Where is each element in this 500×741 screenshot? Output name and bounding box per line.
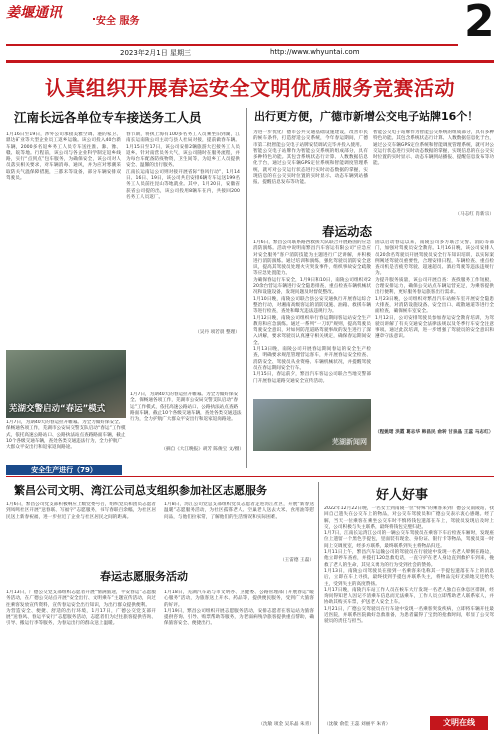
article6-p3: 1月18日，芜湖汽车站与市文明办、卫健委、公路管理部门开展春运“暖心服务”活动，为旅客送上开水、药品等，提供便民服务，受到广大旅客的好评。: [164, 590, 314, 608]
article4-p1: 固以启动春运以来，南陵公司多方联合交警、消防等部门，加强对驾驶员安全教育。1月16日晚，该公司安排人员20余名驾驶员开展驾驶员安全行车知识培训，以实际案例阐述驾驶员重要性，合理安排日程，车辆检查、重点检查司机是否疲劳驾驶、超速超员、酒后驾驶等违法违规行为。: [375, 240, 494, 277]
section-label: 安全 服务: [96, 16, 140, 27]
article6-col1: [6, 590, 156, 734]
banner-headline: 认真组织开展春运安全文明优质服务竞赛活动: [45, 76, 455, 100]
article1-col2: [126, 132, 240, 346]
article7-col: [324, 506, 494, 702]
photo1-caption-cont: 1月7日，为期40天的春运拉开帷幕。为全力做好保安全、保畅通各项工作，芜湖市公安局交警支队启动“春运”工作模式，依托高速公路站口、公路执法站点查路路面车辆，截止10个各级交通车辆，查处各类交通违法行为，全力护航广大群众平安出行和返家返岗路途。: [130, 392, 242, 423]
article2-title: 出行更方便，广德市新增公交电子站牌16个！: [254, 110, 479, 123]
article5-byline: （王雷德 王磊）: [279, 558, 314, 563]
article3-p3: 1月10日晚，南陵公司联合县公安交通执行开展春运综合整治行动，对湘南高级客运的消防设施、油箱、救援车辆等进行检查，查处和曝光违法违规行为。: [253, 296, 371, 315]
article2-p2-cont: 智能公交电子站牌作为智能公交系统的组成部分，具有多种特色功能。其包含系统状态行计算、人数数据信息化于台，通过公交车辆GPS定位系统和智能调度管理系统，就可对公交运行状态进行实时动态数据的掌握，实现信息的在公交实时位置的实时显示、动态车辆到站播报、提醒信息发布等功能。: [373, 130, 494, 167]
article3-title: 春运动态: [322, 224, 373, 239]
article7-p4: 1月13日，南陵公司驾驶员在接到一名乘客来电称其一手提包遗落在车上的消息后，立即在车上寻找，最终找到手提包并联系失主，将物品完好无损地交还给失主，受到失主的高度赞扬。: [324, 568, 494, 587]
traffic-police-photo: [6, 350, 126, 418]
masthead-divider: [93, 18, 95, 20]
article7-p6: 1月21日，广德公交驾驶员在行车途中发现一名乘客突发疾病，立即将车辆开往最近医院，并联系医院做好急救准备，为患者赢得了宝贵的抢救时间，彰显了公交驾驶员的责任与担当。: [324, 606, 494, 625]
page-number: 2: [464, 0, 495, 47]
article4-p4: 1月12日，公司安排驾驶员参加春运安全教育培训，为驾驶员讲解了有关交通安全法律法规以及冬季行车安全注意事项。通过此次培训，进一步增强了驾驶员的安全意识和遵章守法意识。: [375, 315, 494, 340]
masthead-rule-bottom: [6, 60, 494, 63]
article4-p2: 为提升服务质量，该公司开展自查：查找服务工作短板，合理安排运力，确保公交站点车辆运营充足，为乘客提供出行便利，更好服务春运旅客出行需求。: [375, 277, 494, 296]
article5-p1: 1月6日，繁昌公司党支部积极响应上级党委号召，组织党员和团员志愿者到凤鸣社区开展“送春联、写福字”志愿服务，书写春联百余幅，为社区居民送上新春祝福，进一步拉近了企业与社区居民之间的距离。: [6, 502, 156, 520]
article6-byline: （沈敏 项金 吴乐晶 朱青）: [258, 722, 314, 727]
article1-p3: 江南长运南运公司则对接开展省际“春风行动”，1月14日、16日、19日，该公司共启安排6辆专车运送199名务工人员前往昆山等地就业。其中，1月20日，安徽省获省公司提的出，该公司投用8辆车在内，共接回200名务工人员返厂。: [126, 169, 240, 200]
article3-p6: 1月15日，春运前夕，繁昌汽车客运公司联合当地交警部门开展春运道路交通安全宣传活动。: [253, 372, 371, 384]
article3-p4: 1月12日晚，南陵公司组织举行春运期间客运站安全生产教育和应急演练。通过一系列“一刀切”规则，提高驾驶员驾驶安全意识，对如何防范道路驾驶事故的发生进行了深入讲解，要求驾驶员认真遵守相关规定，确保春运期间安全。: [253, 315, 371, 346]
article5-title: 繁昌公司文明、湾江公司总支组织参加社区志愿服务: [14, 484, 267, 497]
article7-p1: 2022年12月22日晚，一名女士到南陵一位“特殊”的乘客来到广德公交南陵站，找回自己遗失在公交车上的物品，对公交车驾驶员和广德公交表示衷心感谢。经了解，当天一位乘客在乘坐公交车时不慎将钱包遗落在车上，驾驶员发现后及时上交，公司积极与失主联系，最终将钱包完璧归赵。: [324, 506, 494, 530]
footer-stamp: 文明在线: [430, 716, 488, 730]
article1-p1: 1月16日至19日，涉外公司承接美雅空调、港的家卫、鼎达矿业等大型企业员工返乡运输。该公司投入40台新车辆，2000多名返乡务工人员专车送往淮、滁、豫、赣、皖等地。行程前，该公司与各企业科学制定返乡线路，实行“点到点”包车服务，为确保安全，该公司对人员落实相关要求，对车辆消毒、通风，并为应对寒潮采取防关气温保障措施，三都未等设备，部分车辆安排双驾驶员。: [6, 132, 121, 182]
issue-date: 2023年2月1日 星期三: [120, 49, 191, 57]
article6-p2: 为营造安全、便捷、舒适的出行环境，1月17日，广德公交党支部开展“送春风、春运平安行”志愿服务活动，志愿者们为过往旅客提供咨询、引导、搬运行李等服务，为春运出行的群众送上温暖。: [6, 608, 156, 627]
article7-title: 好人好事: [376, 488, 429, 503]
article4-byline: （程姚珺 洪霞 葛志华 韩昌民 俞转 甘泉晶 王蕊 马志红）: [375, 430, 494, 435]
article1-p2: 春节期，将执上海有100多名务工人员乘坐旧到湖，江南长运南陵公司主动与县人社局对接，提前做春车辆。1月15日至17日，该公司安排2辆旅游大巴接务工人员返乡。针对南营员务大气，该公司随时在服务流程，并为每台车配备防疫物资，卫生间等，为返乡工人员提供安全、温馨的出行服务。: [126, 132, 240, 169]
article4-p3: 1月23日晚，公司组织对繁昌汽车站候车室开展安全隐患大排查，对消防设施设备、安全出口、疏散通道等进行全面检查，确保候车室安全。: [375, 296, 494, 315]
article7-p5: 1月17日晚，南陵汽车站工作人员在候车大厅发现一名老人独自在休息区徘徊，经询问得知老人因记不清乘车信息而无法乘车，工作人员立即帮助老人联系家人，并协助其购买车票，护送老人安全上车。: [324, 587, 494, 606]
photo1-caption-right: [130, 392, 242, 444]
article3-p1: 1月6日，繁昌公司联系路西救援大队联合开展路国的应急消防演练。活动中说明南繁昌汽车客运有限公司“应急应对安全服务”客户消防技能为主题进行广泛讲解，并积极进行消防演练。通过培训和演练，强化驾驶员消防安全意识，提高其驾驶员处理火灾突发事件，组织事故安全疏散等应急处置能力。: [253, 240, 371, 277]
article1-title: 江南长远各单位专车接送务工人员: [14, 110, 202, 125]
photo1-overlay-text: 芜湖交警启动“春运”模式: [9, 404, 106, 414]
masthead-logo: 姜堰通讯: [6, 5, 62, 21]
article5-col2: [164, 502, 314, 558]
article4-col: [375, 240, 494, 428]
article2-p1: 为进一步优化广德市公共交通基础设施建设，改善市民的候车条件，打造舒适公交系统，今年春运期间，广德市第二批智能公交电子站牌安装调试完毕并投入使用。: [253, 130, 368, 148]
article7-p2: 1月7日，江南长运湾江公司的一辆公交车驾驶员在乘客下车后检查车厢时，发现座位上遗留一个黑色手提包，里面装有现金、身份证、银行卡等物品，驾驶员第一时间上交调度室，经多方联系，最终联系到失主将物品归还。: [324, 531, 494, 549]
article5-p2: 1月8日，湾江公司党总支部组织党员志愿者走进湾江社区，开展“新春送温暖”志愿服务活动，为社区孤寡老人、空巢老人送去大米、食用油等慰问品，与他们拉家常，了解他们的生活情况和实际困难。: [164, 502, 314, 520]
article6-p4: 1月19日，繁昌公司组织开展志愿服务活动，安排志愿者在客运站为旅客提供咨询、引导、购票帮助等服务，为老弱病残孕旅客提供重点帮助，确保旅客安全、便捷出行。: [164, 608, 314, 627]
column-label: 安全生产进行（79）: [6, 465, 122, 475]
article7-byline: （沈敏 俞佳 王蕊 刘丽平 朱青）: [324, 722, 391, 727]
section-separator: [6, 476, 494, 477]
site-url: http://www.whyuntai.com: [270, 48, 360, 56]
bottom-column-divider: [318, 482, 319, 734]
article1-col1: [6, 132, 121, 346]
patrol-photo: [253, 399, 371, 451]
article2-col2: [373, 130, 494, 210]
article7-p3: 1月11日上午，繁昌汽车运输公司的驾驶员在行驶途中发现一名老人晕倒在路边，他立即停车查看，并拨打120急救电话，一直守护在老人身边直到救护车到来，挽救了老人的生命，其见义勇为的行为受到社会的赞扬。: [324, 550, 494, 568]
article2-byline: （马志红 肖新宗）: [455, 212, 494, 217]
article3-p5: 1月13日晚，南陵公司开展春运期间春运的安全生产检查，明确要求规范管理营运客车，并开展春运安全检查、消防安全、驾驶员从业资格、车辆机械状况，并提醒驾驶员在春运期间安全行车。: [253, 347, 371, 371]
article1-byline: （吴丹 项若晨 整理）: [195, 330, 240, 335]
column-divider: [246, 108, 247, 468]
article2-p2: 智能公交电子站牌作为智能公交系统的组成部分，具有多种特色功能。其包含系统状态行计算、人数数据信息化于台，通过公交车辆GPS定位系统和智能调度管理系统，就可对公交运行状态进行实时动态数据的掌握，实现信息的在公交实时位置的实时显示、动态车辆到站播报、提醒信息发布等功能。: [253, 148, 368, 186]
masthead-rule-top: [6, 44, 458, 46]
photo1-byline: （摘自《大江晚报》胡芳 陈俊宝 文/摄）: [161, 447, 244, 452]
article2-col1: [253, 130, 368, 216]
article6-col2: [164, 590, 314, 720]
photo1-caption-left: [6, 420, 126, 464]
article6-title: 春运志愿服务活动: [100, 570, 188, 583]
photo1-caption: 1月7日，为期40天的春运拉开帷幕。为全力做好保安全、保畅通各项工作，芜湖市公安局交警支队启动“春运”工作模式，依托高速公路站口、公路执法站点查路路面车辆，截止10个各级交通车辆，查处各类交通违法行为，全力护航广大群众平安出行和返家返岗路途。: [6, 420, 126, 451]
article6-p1: 1月13日，广德公交党支部组织志愿者开展“情满旅途，平安春运”志愿服务活动，在广德公交站点开展“安全出行、文明乘车”主题宣传活动，向过往乘客发放宣传资料，宣传春运安全出行知识，为出行群众提供便利。: [6, 590, 156, 608]
watermark-text: 芜湖新闻网: [332, 438, 367, 446]
article3-p2: 为确保春运行车安全，1月9日和10日，南陵公司组织对220余台营运车辆进行安全隐患排查，重点检查车辆机械状况和设施设备，发现问题及时督促整改。: [253, 277, 371, 296]
article5-col1: [6, 502, 156, 564]
